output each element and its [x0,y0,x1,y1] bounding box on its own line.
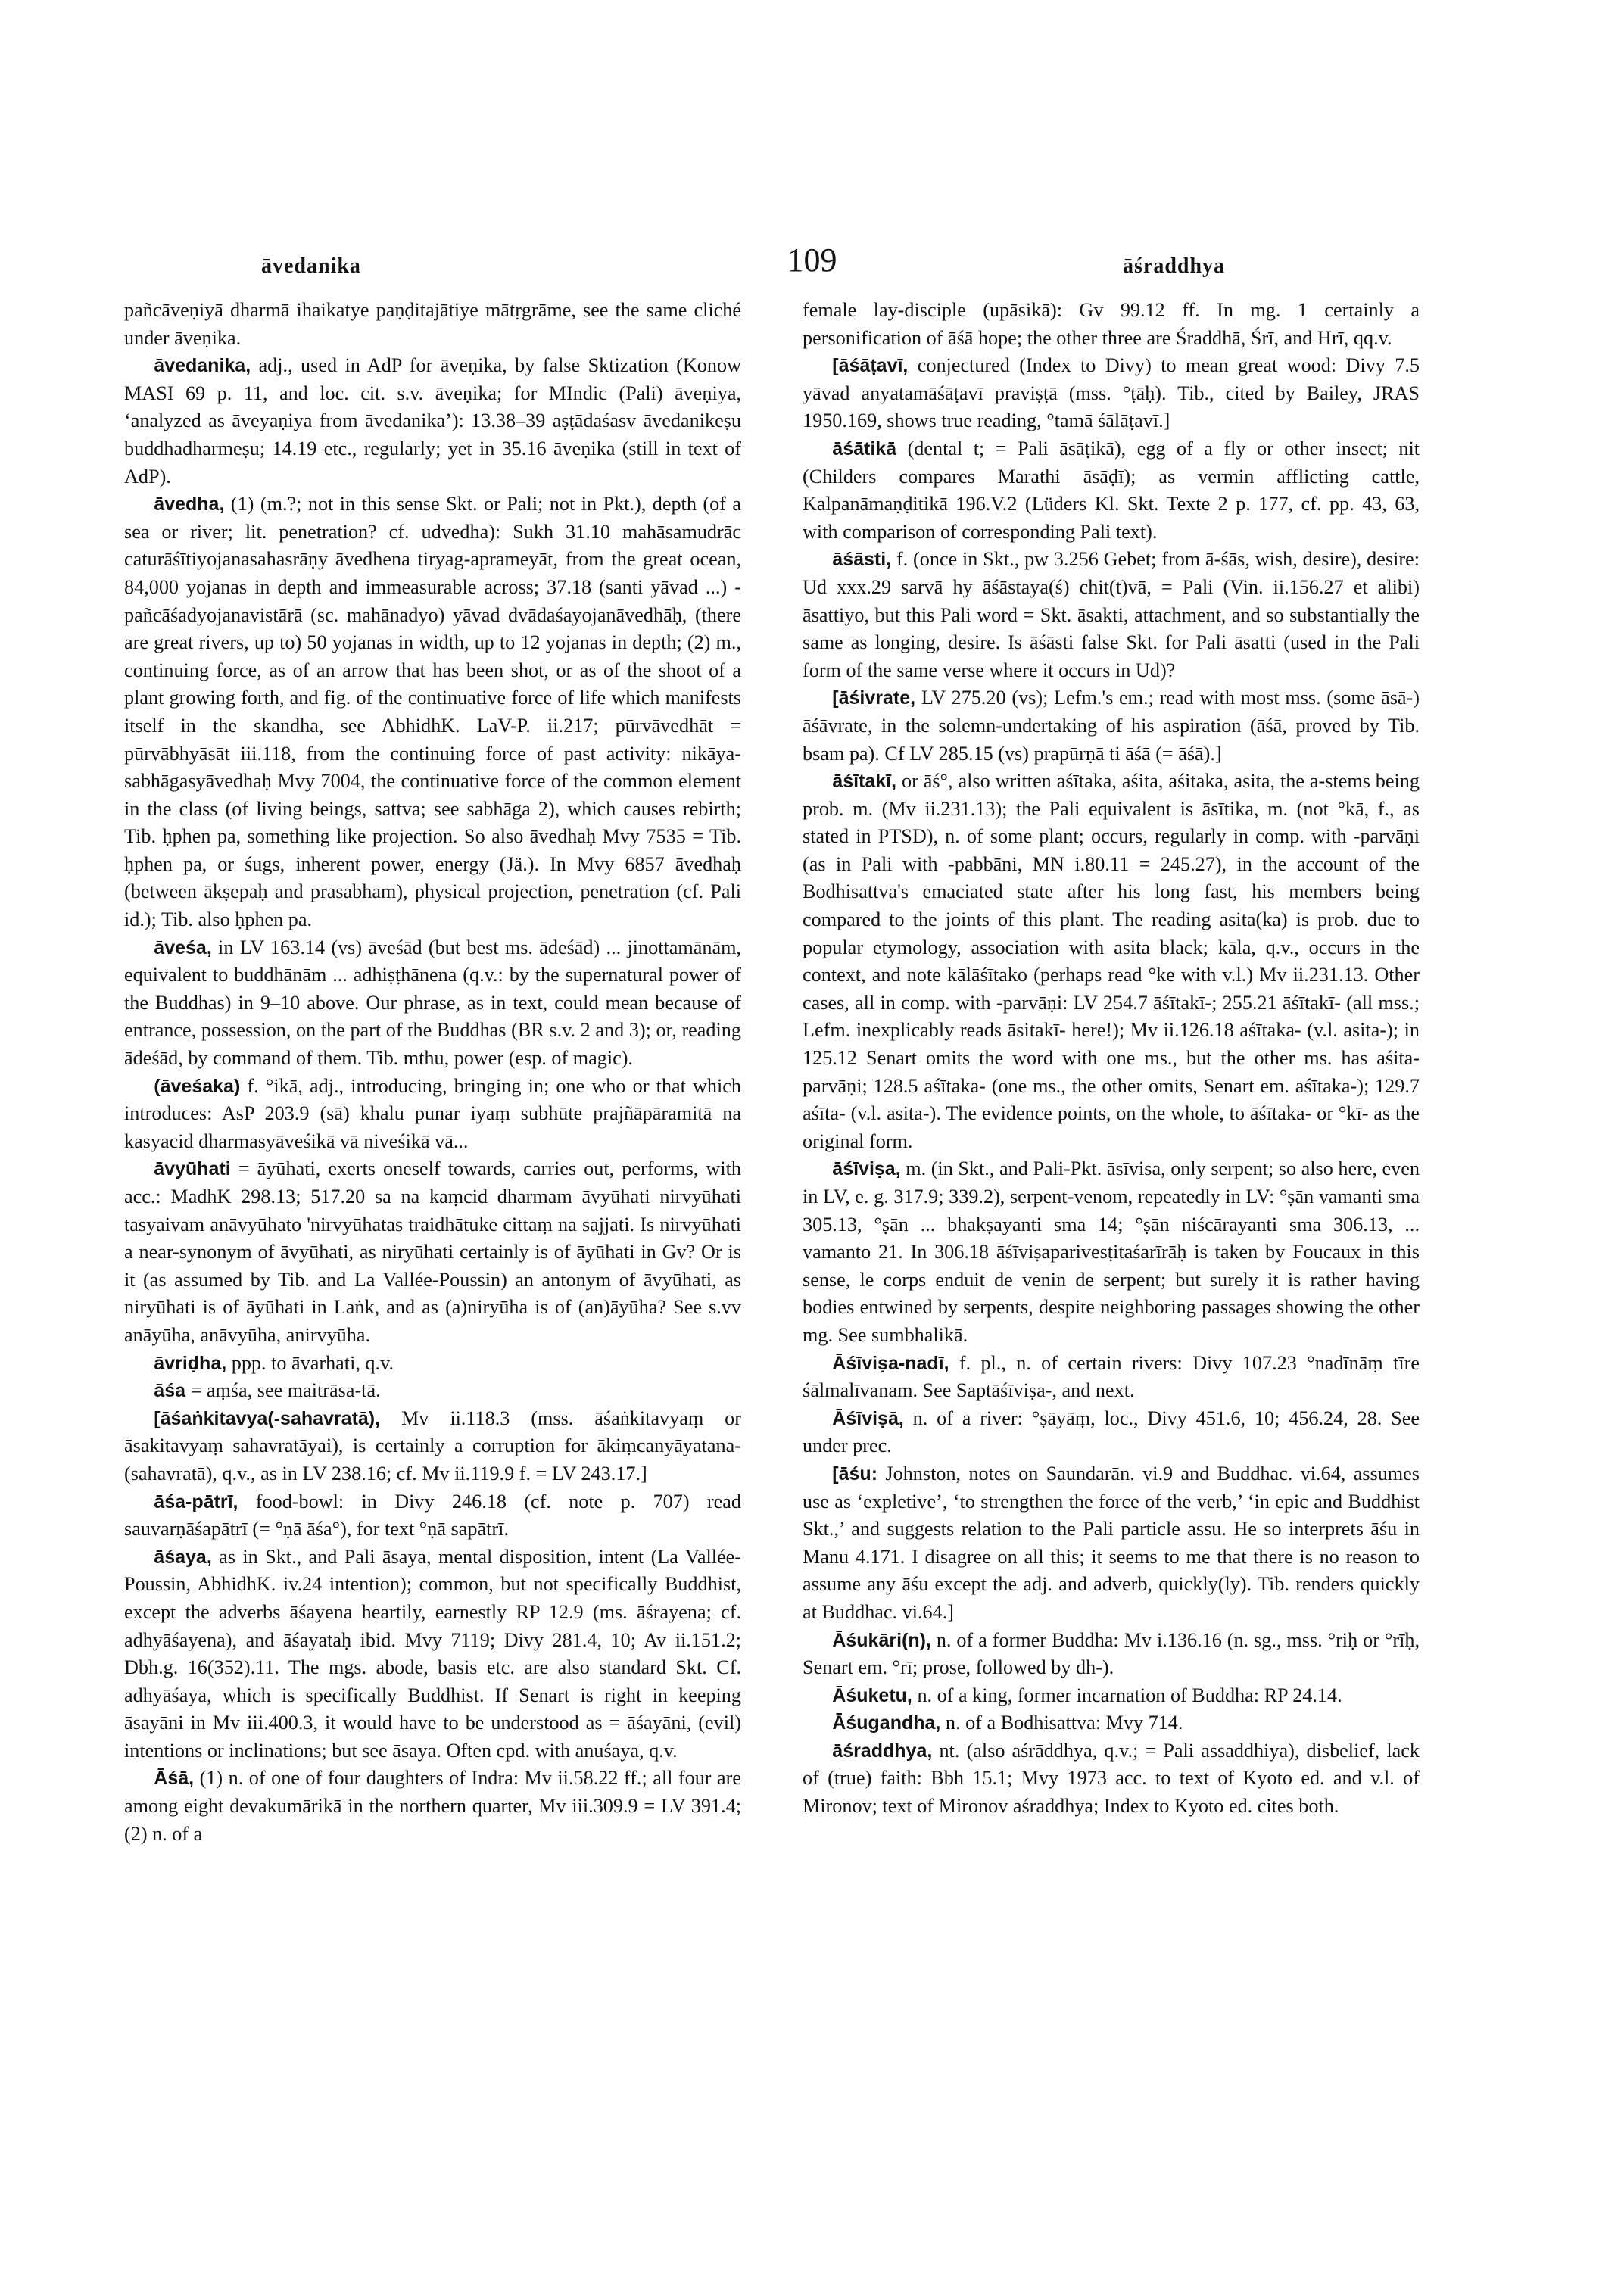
entry-headword: āśītakī, [832,771,897,793]
dictionary-entry [124,1544,741,1765]
dictionary-entry [803,1350,1420,1405]
entry-text: m. (in Skt., and Pali-Pkt. āsīvisa, only serpent; so also here, even in LV, e. g. 317.9; 339.2), serpent-venom, repeatedly in LV: °ṣān vamanti sma 305.13, °ṣān ... bhakṣayanti sma 14; °ṣān niścārayanti sma 306.13, ... vamanto 21. In 306.18 āśīviṣaparivesṭitaśarīrāḥ is taken by Foucaux in this sense, le corps enduit de venin de serpent; but surely it is rather having bodies entwined by serpents, despite neighboring passages showing the other mg. See sumbhalikā. [803,1157,1420,1346]
dictionary-entry [124,1350,741,1378]
dictionary-entry [803,1709,1420,1737]
dictionary-entry [124,1377,741,1405]
dictionary-entry [124,1405,741,1488]
dictionary-entry [803,297,1420,352]
entry-headword: āśātikā [832,438,897,460]
entry-headword: āveśa, [154,936,212,958]
entry-headword: āvedha, [154,494,225,516]
dictionary-entry [124,297,741,352]
dictionary-entry [803,352,1420,435]
dictionary-entry [803,1682,1420,1710]
left-column [124,297,741,1848]
entry-headword: Āśīviṣa-nadī, [832,1352,949,1374]
entry-headword: āśāsti, [832,549,892,571]
entry-headword: āśraddhya, [832,1740,933,1762]
entry-headword: Āśā, [154,1768,195,1790]
dictionary-entry [803,435,1420,546]
entry-text: = aṃśa, see maitrāsa-tā. [185,1379,381,1402]
entry-text: or āś°, also written aśītaka, aśita, aśitaka, asita, the a-stems being prob. m. (Mv ii.231.13); the Pali equivalent is āsītika, m. (not °kā, f., as stated in PTSD), n. of some plant; occurs, regularly in comp. with -parvāṇi (as in Pali with -pabbāni, MN i.80.11 = 245.27), in the account of the Bodhisattva's emaciated state after his long fast, his members being compared to the joints of this plant. The reading asita(ka) is prob. due to popular etymology, association with asita black; kāla, q.v., occurs in the context, and note kālāśītako (perhaps read °ke with v.l.) Mv ii.231.13. Other cases, all in comp. with -parvāṇi: LV 254.7 āśītakī-; 255.21 āśītakī- (all mss.; Lefm. inexplicably reads āsitakī- here!); Mv ii.126.18 aśītaka- (v.l. asita-); in 125.12 Senart omits the word with one ms., but the other ms. has aśita-parvāṇi; 128.5 aśītaka- (one ms., the other omits, Senart em. aśītaka-); 129.7 aśīta- (v.l. asita-). The evidence points, on the whole, to āśītaka- or °kī- as the original form. [803,770,1420,1152]
dictionary-entry [803,768,1420,1155]
entry-headword: [āśu: [832,1463,878,1485]
entry-text: LV 275.20 (vs); Lefm.'s em.; read with most mss. (some āsā-) āśāvrate, in the solemn-undertaking of his aspiration (āśā, proved by Tib. bsam pa). Cf LV 285.15 (vs) prapūrṇā ti āśā (= āśā).] [803,687,1420,765]
entry-text: in LV 163.14 (vs) āveśād (but best ms. ādeśād) ... jinottamānām, equivalent to buddhānām ... adhiṣṭhānena (q.v.: by the supernatural power of the Buddhas) in 9–10 above. Our phrase, as in text, could mean because of entrance, possession, on the part of the Buddhas (BR s.v. 2 and 3); or, reading ādeśād, by command of them. Tib. mthu, power (esp. of magic). [124,936,741,1070]
entry-text: female lay-disciple (upāsikā): Gv 99.12 ff. In mg. 1 certainly a personification of āśā hope; the other three are Śraddhā, Śrī, and Hrī, qq.v. [803,299,1420,349]
dictionary-entry [803,1155,1420,1349]
dictionary-entry [803,546,1420,684]
entry-text: n. of a Bodhisattva: Mvy 714. [940,1712,1183,1734]
left-running-headword: āvedanika [261,254,361,278]
entry-text: pañcāveṇiyā dharmā ihaikatye paṇḍitajātiye mātṛgrāme, see the same cliché under āveṇika. [124,299,741,349]
right-column [803,297,1420,1821]
entry-headword: āśa-pātrī, [154,1491,238,1513]
dictionary-entry [803,1627,1420,1682]
entry-text: n. of a river: °ṣāyāṃ, loc., Divy 451.6, 10; 456.24, 28. See under prec. [803,1407,1420,1457]
entry-text: f. °ikā, adj., introducing, bringing in; one who or that which introduces: AsP 203.9 (sā) khalu punar iyaṃ subhūte prajñāpāramitā na kasyacid dharmasyāveśikā vā niveśikā vā... [124,1074,741,1152]
dictionary-entry [803,1405,1420,1460]
entry-text: as in Skt., and Pali āsaya, mental disposition, intent (La Vallée-Poussin, AbhidhK. iv.24 intention); common, but not specifically Buddhist, except the adverbs āśayena heartily, earnestly RP 12.9 (ms. āśrayena; cf. adhyāśayena), and āśayataḥ ibid. Mvy 7119; Divy 281.4, 10; Av ii.151.2; Dbh.g. 16(352).11. The mgs. abode, basis etc. are also standard Skt. Cf. adhyāśaya, which is specifically Buddhist. If Senart is right in keeping āsayāni in Mv iii.400.3, it would have to be understood as = āśayāni, (evil) intentions or inclinations; but see āsaya. Often cpd. with anuśaya, q.v. [124,1545,741,1762]
entry-headword: āśaya, [154,1546,212,1568]
dictionary-entry [124,1488,741,1544]
entry-headword: Āśuketu, [832,1684,912,1706]
entry-text: (1) (m.?; not in this sense Skt. or Pali; not in Pkt.), depth (of a sea or river; lit. penetration? cf. udvedha): Sukh 31.10 mahāsamudrāc caturāśītiyojanasahasrāṇy āvedhena tiryag-aprameyāt, from the great ocean, 84,000 yojanas in depth and immeasurable across; 37.18 (santi yāvad ...) -pañcāśadyojanavistārā (sc. mahānadyo) yāvad dvādaśayojanāvedhāḥ, (there are great rivers, up to) 50 yojanas in width, up to 12 yojanas in depth; (2) m., continuing force, as of an arrow that has been shot, or as of the shoot of a plant growing forth, and fig. of the continuative force of life which manifests itself in the skandha, see AbhidhK. LaV-P. ii.217; pūrvāvedhāt = pūrvābhyāsāt iii.118, from the continuing force of past activity: nikāya-sabhāgasyāvedhaḥ Mvy 7004, the continuative force of the common element in the class (of living beings, sattva; see sabhāga 2), which causes rebirth; Tib. ḥphen pa, something like projection. So also āvedhaḥ Mvy 7535 = Tib. ḥphen pa, or śugs, inherent power, energy (Jä.). In Mvy 6857 āvedhaḥ (between ākṣepaḥ and prasabham), physical projection, penetration (cf. Pali id.); Tib. also ḥphen pa. [124,493,741,931]
entry-headword: [āśaṅkitavya(-sahavratā), [154,1407,381,1429]
dictionary-entry [803,684,1420,768]
entry-headword: Āśukāri(n), [832,1629,931,1651]
entry-text: ppp. to āvarhati, q.v. [226,1351,394,1374]
dictionary-entry [124,491,741,934]
entry-headword: āśīviṣa, [832,1158,901,1180]
entry-text: Johnston, notes on Saundarān. vi.9 and Buddhac. vi.64, assumes use as ‘expletive’, ‘to strengthen the force of the verb,’ ‘in epic and Buddhist Skt.,’ and suggests relation to the Pali particle assu. He so interprets āśu in Manu 4.171. I disagree on all this; it seems to me that there is no reason to assume any āśu except the adj. and adverb, quickly(ly). Tib. renders quickly at Buddhac. vi.64.] [803,1462,1420,1623]
dictionary-entry [124,352,741,491]
entry-text: food-bowl: in Divy 246.18 (cf. note p. 707) read sauvarṇāśapātrī (= °ṇā āśa°), for text °ṇā sapātrī. [124,1490,741,1541]
entry-text: (dental t; = Pali āsāṭikā), egg of a fly or other insect; nit (Childers compares Marathi āsāḍī); as vermin afflicting cattle, Kalpanāmaṇḍitikā 196.V.2 (Lüders Kl. Skt. Texte 2 p. 177, cf. pp. 43, 63, with comparison of corresponding Pali text). [803,437,1420,543]
entry-headword: Āśīviṣā, [832,1407,904,1429]
dictionary-entry [124,1765,741,1848]
dictionary-entry [124,1073,741,1156]
entry-text: adj., used in AdP for āveṇika, by false Sktization (Konow MASI 69 p. 11, and loc. cit. s.v. āveṇika; for MIndic (Pali) āveṇiya, ‘analyzed as āveyaṇiya from āvedanika’): 13.38–39 aṣṭādaśasv āvedanikeṣu buddhadharmeṣu; 14.19 etc., regularly; yet in 35.16 āveṇika (still in text of AdP). [124,354,741,488]
entry-text: (1) n. of one of four daughters of Indra: Mv ii.58.22 ff.; all four are among eight devakumārikā in the northern quarter, Mv iii.309.9 = LV 391.4; (2) n. of a [124,1767,741,1845]
entry-headword: āśa [154,1380,186,1402]
dictionary-entry [124,1155,741,1349]
entry-text: n. of a king, former incarnation of Buddha: RP 24.14. [912,1684,1342,1706]
entry-headword: Āśugandha, [832,1712,941,1734]
entry-headword: [āśāṭavī, [832,355,909,377]
entry-text: nt. (also aśrāddhya, q.v.; = Pali assaddhiya), disbelief, lack of (true) faith: Bbh 15.1; Mvy 1973 acc. to text of Kyoto ed. and v.l. of Mironov; text of Mironov aśraddhya; Index to Kyoto ed. cites both. [803,1739,1420,1818]
entry-headword: āvriḍha, [154,1352,227,1374]
dictionary-entry [803,1737,1420,1821]
entry-headword: āvedanika, [154,355,251,377]
page-number: 109 [787,241,837,279]
entry-headword: (āveśaka) [154,1075,241,1097]
entry-text: Mv ii.118.3 (mss. āśaṅkitavyaṃ or āsakitavyaṃ sahavratāyai), is certainly a corruption for ākiṃcanyāyatana-(sahavratā), q.v., as in LV 238.16; cf. Mv ii.119.9 f. = LV 243.17.] [124,1407,741,1485]
entry-headword: [āśivrate, [832,687,916,709]
dictionary-entry [803,1460,1420,1627]
entry-text: = āyūhati, exerts oneself towards, carries out, performs, with acc.: MadhK 298.13; 517.20 sa na kaṃcid dharmam āvyūhati nirvyūhati tasyaivam anāvyūhato 'nirvyūhatas traidhātuke cittaṃ na sajjati. Is nirvyūhati a near-synonym of āvyūhati, as niryūhati certainly is of āyūhati in Gv? Or is it (as assumed by Tib. and La Vallée-Poussin) an antonym of āvyūhati, as niryūhati is of āyūhati in Laṅk, and as (a)niryūha is of (an)āyūha? See s.vv anāyūha, anāvyūha, anirvyūha. [124,1157,741,1346]
entry-headword: āvyūhati [154,1158,231,1180]
entry-text: n. of a former Buddha: Mv i.136.16 (n. sg., mss. °riḥ or °rīḥ, Senart em. °rī; prose, followed by dh-). [803,1628,1420,1679]
entry-text: conjectured (Index to Divy) to mean great wood: Divy 7.5 yāvad anyatamāśāṭavī praviṣṭā (mss. °ṭāḥ). Tib., cited by Bailey, JRAS 1950.169, shows true reading, °tamā śālāṭavī.] [803,354,1420,432]
right-running-headword: āśraddhya [1123,254,1226,278]
dictionary-entry [124,934,741,1073]
entry-text: f. pl., n. of certain rivers: Divy 107.23 °nadīnāṃ tīre śālmalīvanam. See Saptāśīviṣa-, and next. [803,1351,1420,1402]
page-header [0,241,1624,286]
entry-text: f. (once in Skt., pw 3.256 Gebet; from ā-śās, wish, desire), desire: Ud xxx.29 sarvā hy āśāstaya(ś) chit(t)vā, = Pali (Vin. ii.156.27 et alibi) āsattiyo, but this Pali word = Skt. āsakti, attachment, and so substantially the same as longing, desire. Is āśāsti false Skt. for Pali āsatti (used in the Pali form of the same verse where it occurs in Ud)? [803,548,1420,681]
